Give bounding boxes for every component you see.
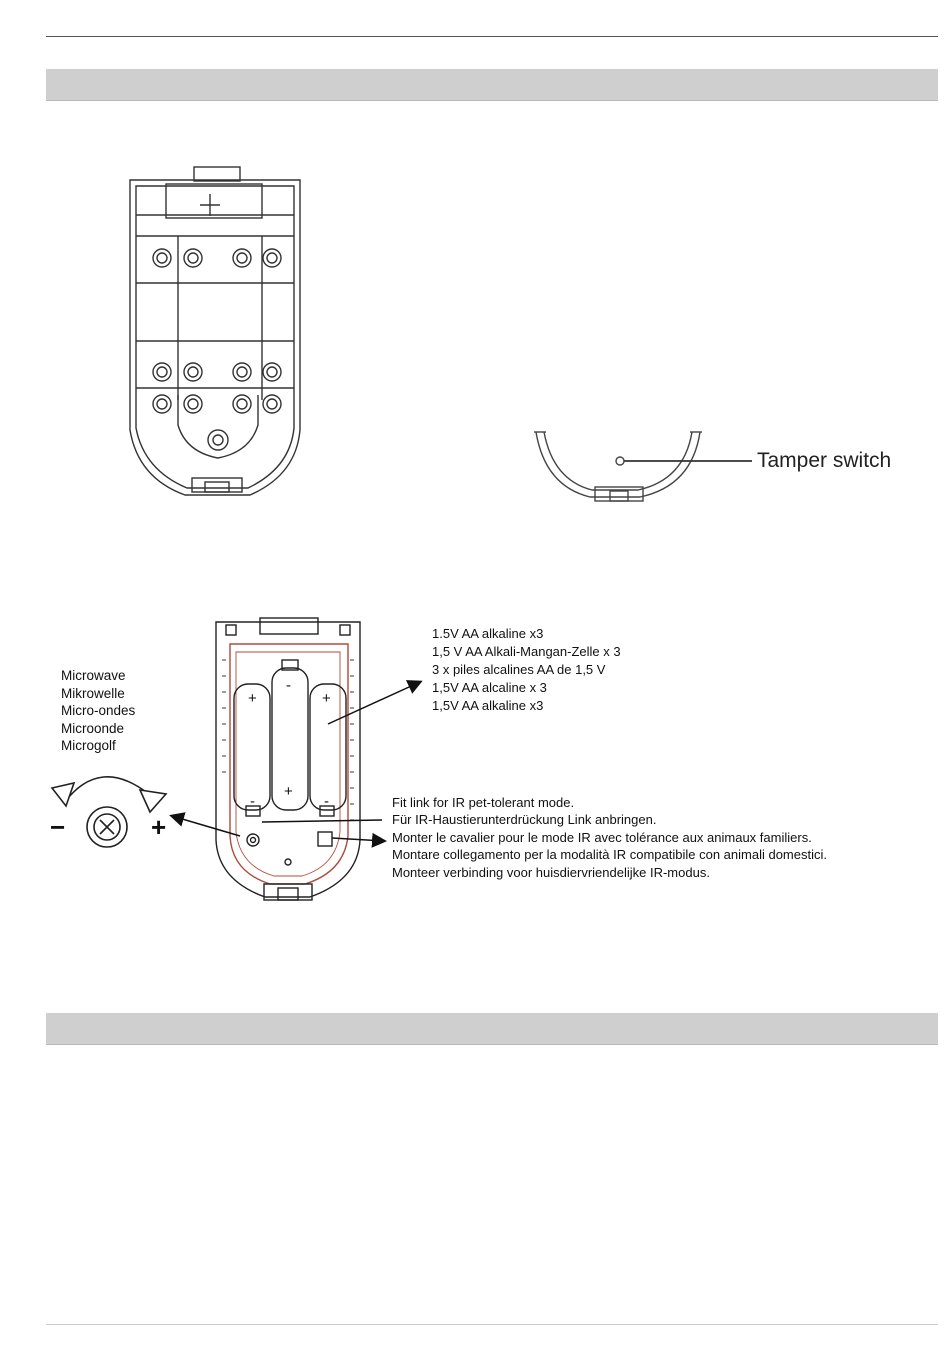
trim-pot-adjuster: [52, 777, 166, 847]
microwave-label-it: Microonde: [61, 720, 125, 736]
cell-1-top-plus: +: [248, 690, 257, 707]
microwave-label-nl: Microgolf: [61, 738, 116, 754]
battery-compartment-drawing: [216, 618, 360, 900]
cell-polarity-marks: [248, 677, 331, 810]
pet-link-label-nl: Monteer verbinding voor huisdiervriendelijke IR-modus.: [392, 864, 710, 880]
cell-1-bottom-minus: -: [250, 793, 255, 810]
microwave-plus-sign: +: [151, 812, 167, 842]
cell-3-bottom-minus: -: [324, 793, 329, 810]
battery-label-nl: 1,5V AA alkaline x3: [432, 698, 544, 713]
leader-arrows: [172, 682, 420, 841]
pet-link-label-en: Fit link for IR pet-tolerant mode.: [392, 795, 575, 810]
battery-label-fr: 3 x piles alcalines AA de 1,5 V: [432, 662, 606, 677]
tamper-switch-label: Tamper switch: [757, 449, 892, 472]
pet-link-label-list: [392, 794, 827, 881]
pet-link-label-it: Montare collegamento per la modalità IR compatibile con animali domestici.: [392, 847, 827, 863]
microwave-label-en: Microwave: [61, 668, 126, 683]
pet-link-label-de: Für IR-Haustierunterdrückung Link anbringen.: [392, 812, 657, 828]
battery-label-it: 1,5V AA alcaline x 3: [432, 680, 547, 695]
battery-label-list: [432, 625, 621, 715]
cell-2-top-minus: -: [286, 677, 291, 694]
tamper-detail-drawing: [534, 432, 752, 501]
microwave-label-de: Mikrowelle: [61, 685, 125, 701]
back-plate-drawing: [130, 167, 300, 495]
pet-link-label-fr: Monter le cavalier pour le mode IR avec tolérance aux animaux familiers.: [392, 829, 812, 845]
battery-label-de: 1,5 V AA Alkali-Mangan-Zelle x 3: [432, 644, 621, 659]
cell-3-top-plus: +: [322, 690, 331, 707]
cell-2-bottom-plus: +: [284, 783, 293, 800]
microwave-minus-sign: −: [50, 812, 66, 842]
microwave-label-fr: Micro-ondes: [61, 703, 136, 719]
microwave-label-list: [61, 667, 135, 755]
battery-label-en: 1.5V AA alkaline x3: [432, 626, 544, 641]
